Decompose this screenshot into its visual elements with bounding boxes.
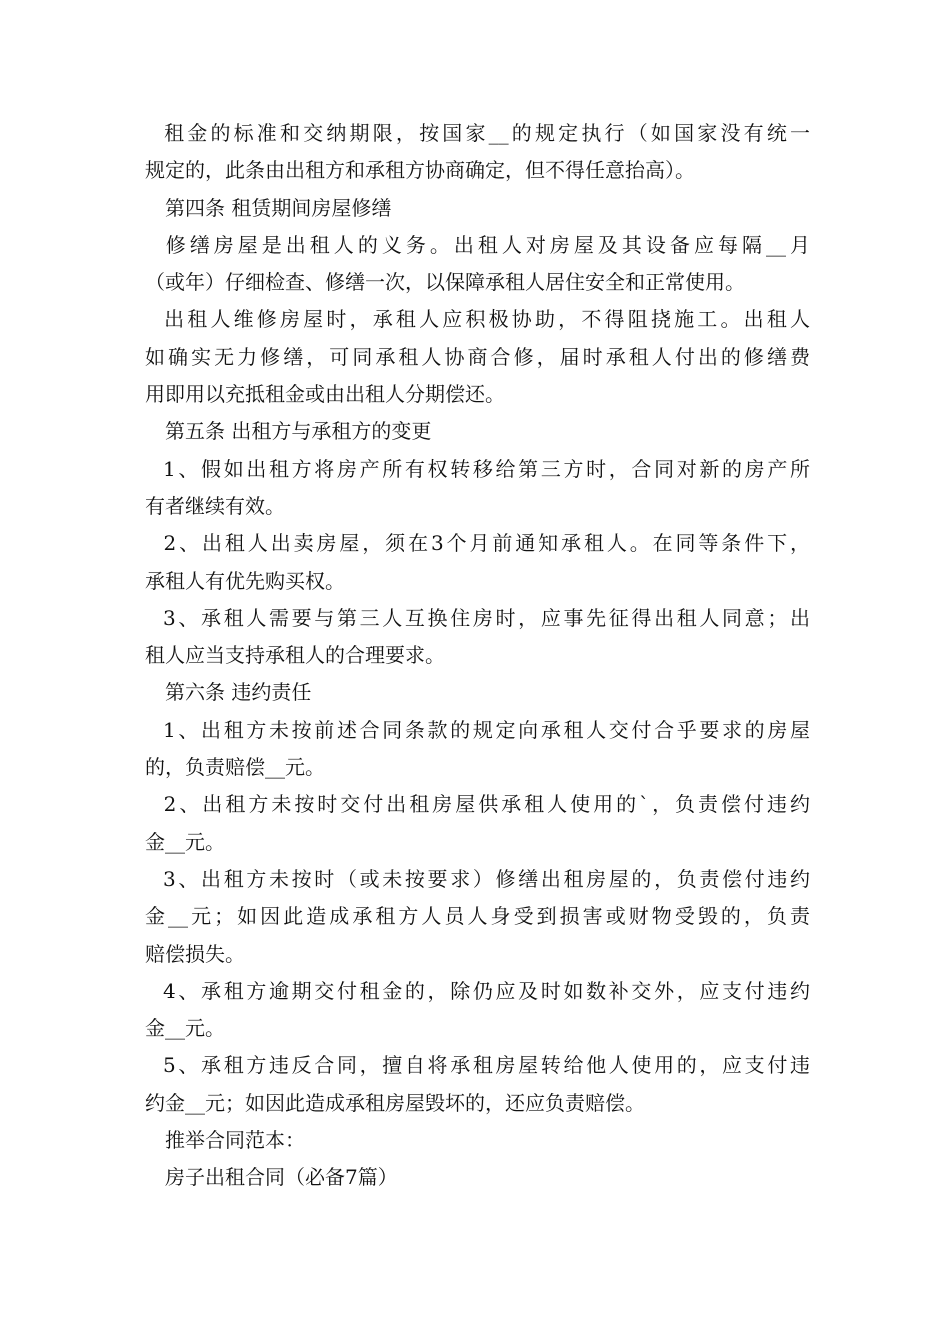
paragraph-line: 1、假如出租方将房产所有权转移给第三方时，合同对新的房产所 (145, 456, 810, 481)
paragraph (145, 973, 810, 1048)
paragraph-line: 如确实无力修缮，可同承租人协商合修，届时承租人付出的修缮费 (145, 344, 810, 369)
document-body (145, 115, 810, 1197)
paragraph (145, 712, 810, 787)
section-heading: 推举合同范本： (165, 1128, 305, 1153)
paragraph-line: 2、出租人出卖房屋，须在3个月前通知承租人。在同等条件下， (145, 531, 810, 556)
paragraph (145, 227, 810, 302)
paragraph-line: 金__元；如因此造成承租方人员人身受到损害或财物受毁的，负责 (145, 904, 810, 929)
section-heading: 第四条 租赁期间房屋修缮 (165, 195, 392, 220)
paragraph-line: 规定的，此条由出租方和承租方协商确定，但不得任意抬高）。 (145, 158, 695, 183)
section-heading: 房子出租合同（必备7篇） (165, 1165, 398, 1190)
paragraph-line: 3、承租人需要与第三人互换住房时，应事先征得出租人同意；出 (145, 605, 810, 630)
paragraph-line: 约金__元；如因此造成承租房屋毁坏的，还应负责赔偿。 (145, 1090, 645, 1115)
paragraph-line: 金__元。 (145, 829, 225, 854)
paragraph (145, 301, 810, 413)
paragraph (145, 525, 810, 600)
paragraph (145, 786, 810, 861)
paragraph-line: 用即用以充抵租金或由出租人分期偿还。 (145, 382, 505, 407)
paragraph-line: 3、出租方未按时（或未按要求）修缮出租房屋的，负责偿付违约 (145, 866, 810, 891)
paragraph-line: 1、出租方未按前述合同条款的规定向承租人交付合乎要求的房屋 (145, 717, 810, 742)
paragraph-line: 金__元。 (145, 1016, 225, 1041)
paragraph-line: 出租人维修房屋时，承租人应积极协助，不得阻挠施工。出租人 (145, 307, 810, 332)
paragraph-line: 修缮房屋是出租人的义务。出租人对房屋及其设备应每隔__月 (145, 232, 810, 257)
paragraph-line: 承租人有优先购买权。 (145, 568, 345, 593)
section-heading: 第六条 违约责任 (165, 680, 312, 705)
paragraph-line: 5、承租方违反合同，擅自将承租房屋转给他人使用的，应支付违 (145, 1053, 810, 1078)
paragraph-line: 2、出租方未按时交付出租房屋供承租人使用的`，负责偿付违约 (145, 792, 810, 817)
paragraph-line: 赔偿损失。 (145, 941, 245, 966)
paragraph (145, 600, 810, 675)
paragraph-line: 租金的标准和交纳期限，按国家__的规定执行（如国家没有统一 (145, 121, 810, 145)
paragraph (145, 861, 810, 973)
paragraph-line: 的，负责赔偿__元。 (145, 755, 325, 780)
paragraph (145, 115, 810, 190)
paragraph-line: 4、承租方逾期交付租金的，除仍应及时如数补交外，应支付违约 (145, 978, 810, 1003)
paragraph-line: 有者继续有效。 (145, 493, 285, 518)
paragraph (145, 1047, 810, 1122)
paragraph (145, 451, 810, 526)
paragraph-line: （或年）仔细检查、修缮一次，以保障承租人居住安全和正常使用。 (145, 270, 745, 295)
section-heading: 第五条 出租方与承租方的变更 (165, 419, 432, 444)
paragraph-line: 租人应当支持承租人的合理要求。 (145, 643, 445, 668)
